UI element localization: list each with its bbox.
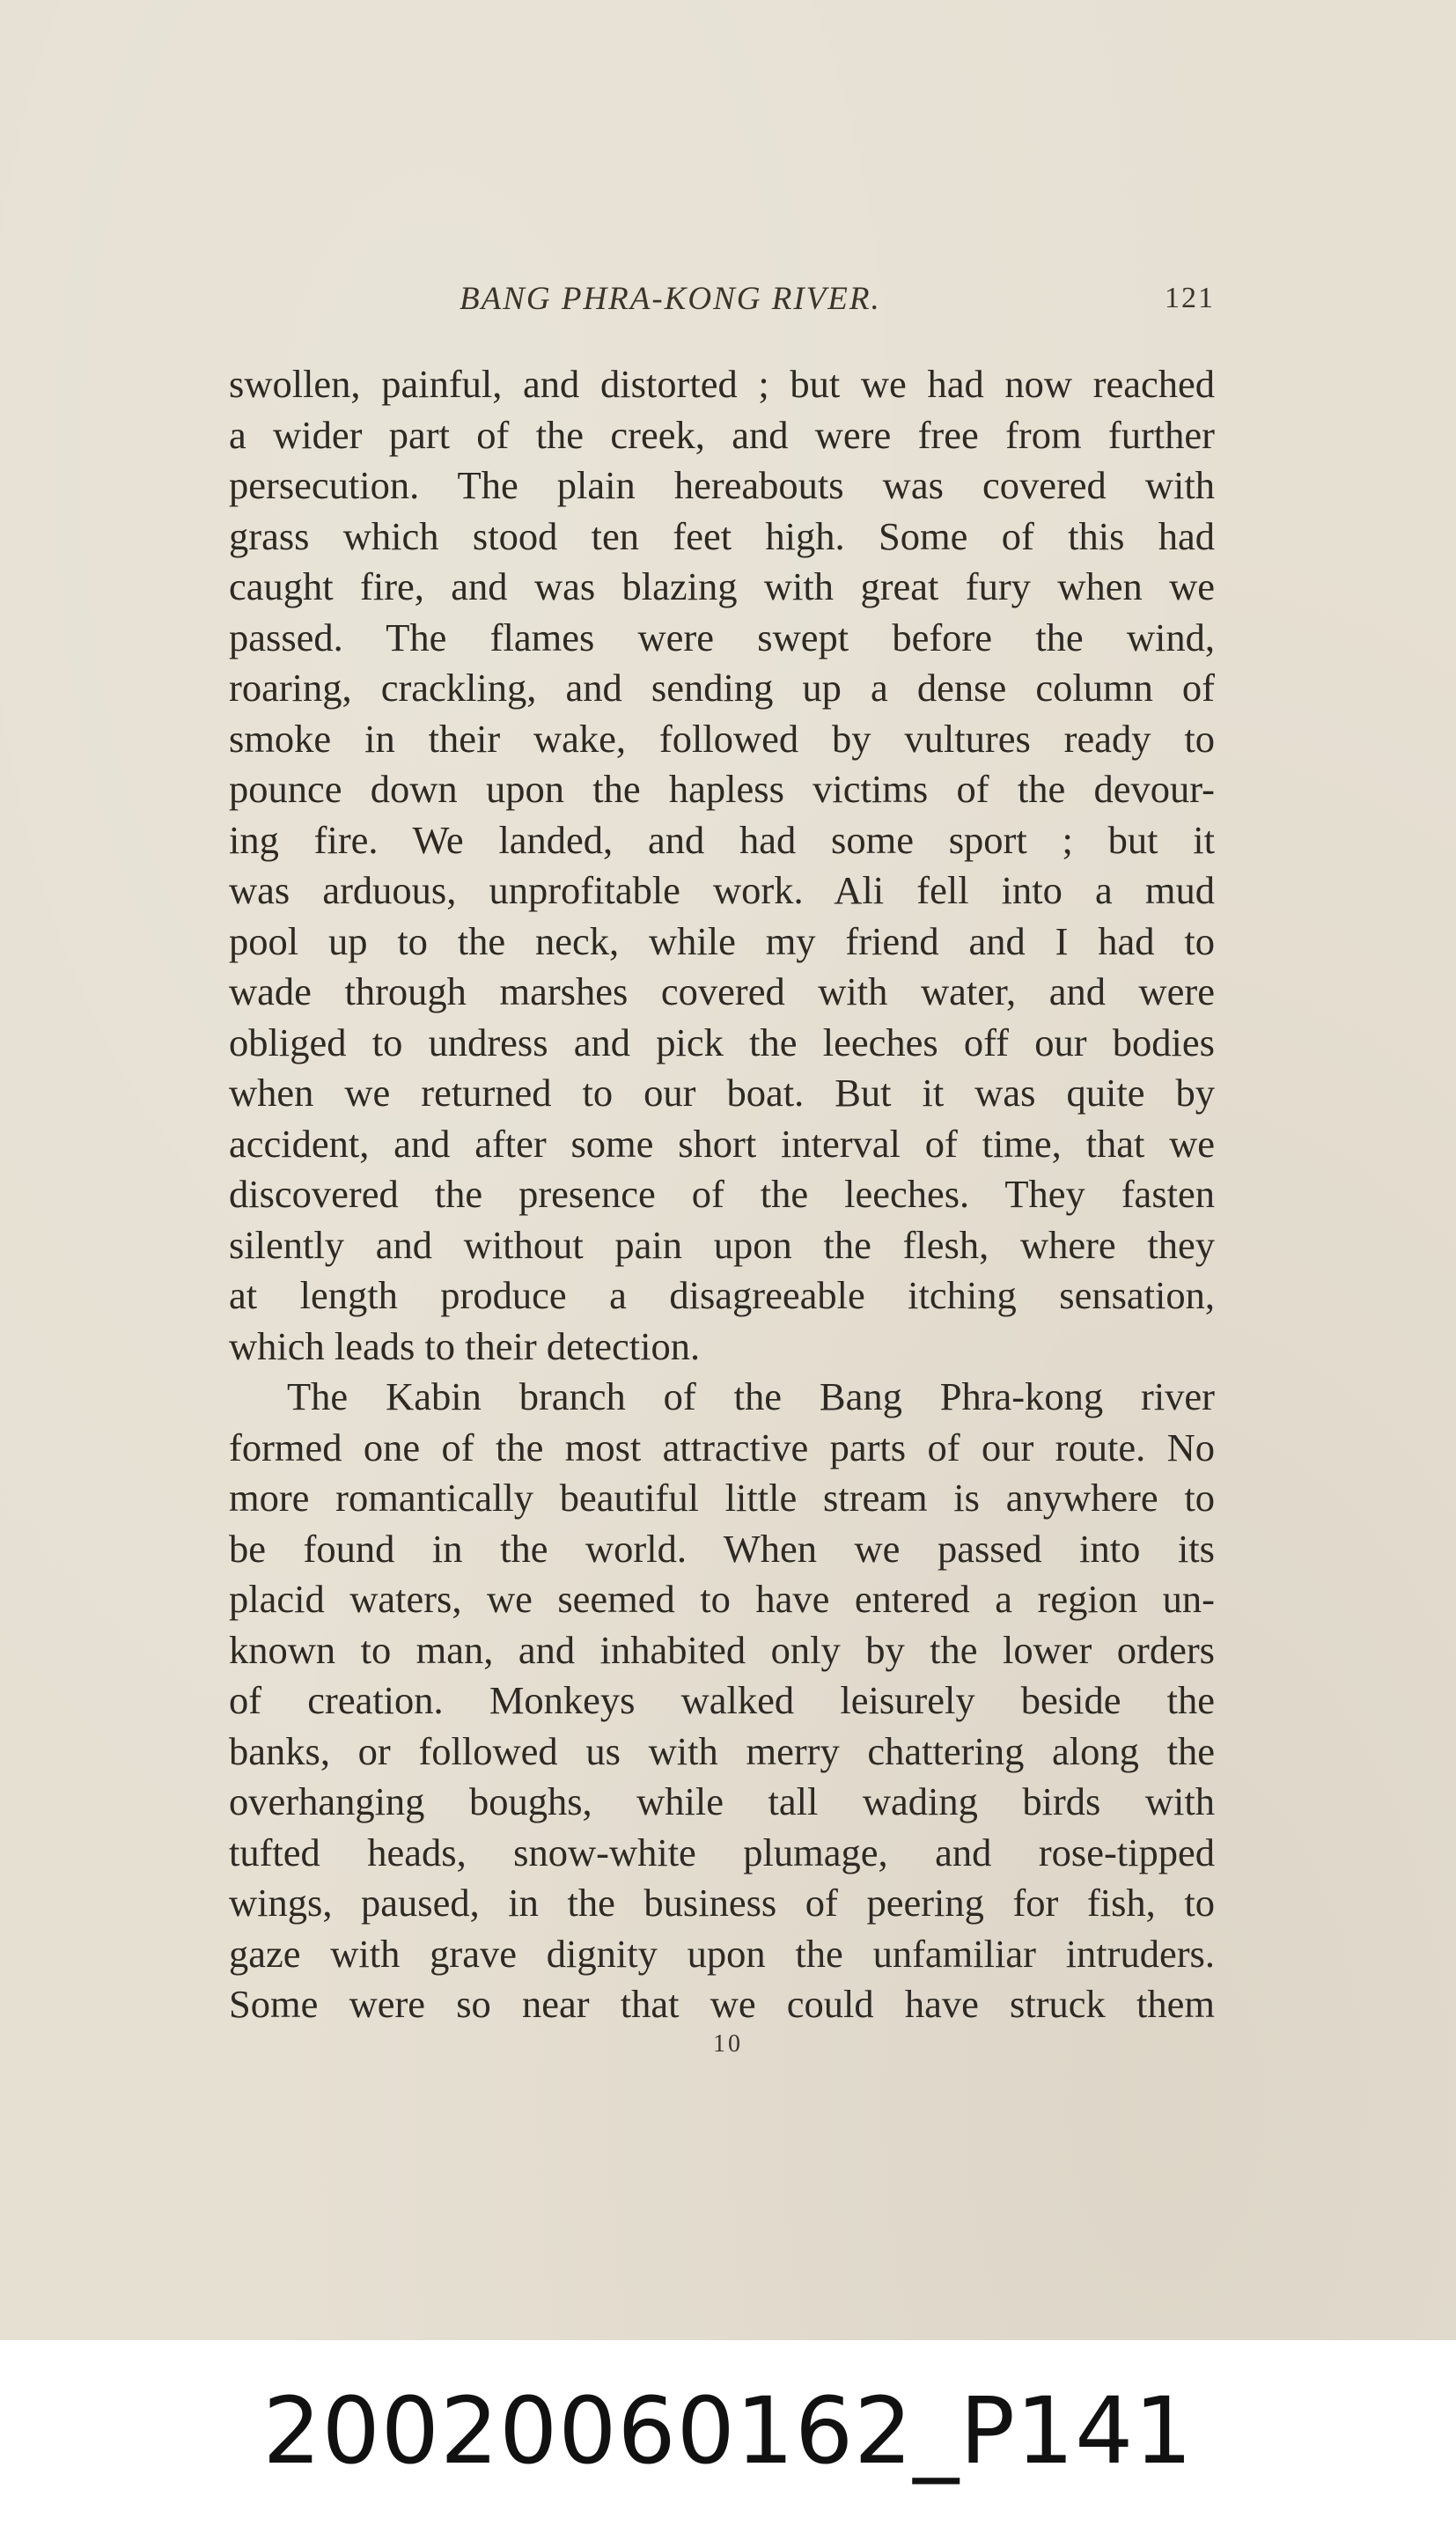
paragraph-end-line: which leads to their detection. <box>229 1323 701 1368</box>
page-number: 121 <box>1165 282 1215 314</box>
text-line: roaring, crackling, and sending up a dense column of <box>229 666 1215 710</box>
running-header <box>229 280 1215 324</box>
text-line: wade through marshes covered with water, and were <box>229 969 1215 1013</box>
text-line: a wider part of the creek, and were free from further <box>229 412 1215 457</box>
body-text <box>229 359 1215 2030</box>
text-line: grass which stood ten feet high. Some of this had <box>229 513 1215 558</box>
scan-id-caption: 20020060162_P141 <box>262 2377 1194 2485</box>
text-line: obliged to undress and pick the leeches off our bodies <box>229 1020 1215 1064</box>
text-line: at length produce a disagreeable itching sensation, <box>229 1273 1215 1317</box>
text-line: of creation. Monkeys walked leisurely beside the <box>229 1678 1215 1722</box>
text-line: placid waters, we seemed to have entered a region un- <box>229 1577 1215 1621</box>
text-line: Some were so near that we could have struck them <box>229 1982 1215 2026</box>
text-line: known to man, and inhabited only by the lower orders <box>229 1627 1215 1672</box>
text-line: caught fire, and was blazing with great fury when we <box>229 564 1215 608</box>
text-line: persecution. The plain hereabouts was covered with <box>229 463 1215 507</box>
text-line: gaze with grave dignity upon the unfamiliar intruders. <box>229 1931 1215 1976</box>
text-line: ing fire. We landed, and had some sport ; but it <box>229 817 1215 862</box>
text-line: overhanging boughs, while tall wading birds with <box>229 1779 1215 1823</box>
text-line: banks, or followed us with merry chattering along the <box>229 1728 1215 1773</box>
text-line: pounce down upon the hapless victims of the devour- <box>229 767 1215 811</box>
text-line: silently and without pain upon the flesh, where they <box>229 1222 1215 1267</box>
text-line: wings, paused, in the business of peering for fish, to <box>229 1881 1215 1925</box>
text-line: passed. The flames were swept before the wind, <box>229 615 1215 659</box>
text-line: swollen, painful, and distorted ; but we had now reached <box>229 362 1215 406</box>
text-line: when we returned to our boat. But it was quite by <box>229 1071 1215 1115</box>
text-line: more romantically beautiful little stream is anywhere to <box>229 1476 1215 1520</box>
signature-mark: 10 <box>713 2030 743 2058</box>
text-line: tufted heads, snow-white plumage, and rose-tipped <box>229 1830 1215 1874</box>
text-line: discovered the presence of the leeches. They fasten <box>229 1172 1215 1216</box>
paragraph-start-line: The Kabin branch of the Bang Phra-kong river <box>287 1374 1215 1418</box>
text-line: formed one of the most attractive parts of our route. No <box>229 1425 1215 1469</box>
text-line: accident, and after some short interval of time, that we <box>229 1121 1215 1166</box>
text-line: was arduous, unprofitable work. Ali fell into a mud <box>229 868 1215 912</box>
text-line: smoke in their wake, followed by vultures ready to <box>229 716 1215 761</box>
running-title: BANG PHRA-KONG RIVER. <box>460 281 881 317</box>
text-line: pool up to the neck, while my friend and I had to <box>229 918 1215 963</box>
text-line: be found in the world. When we passed into its <box>229 1526 1215 1571</box>
